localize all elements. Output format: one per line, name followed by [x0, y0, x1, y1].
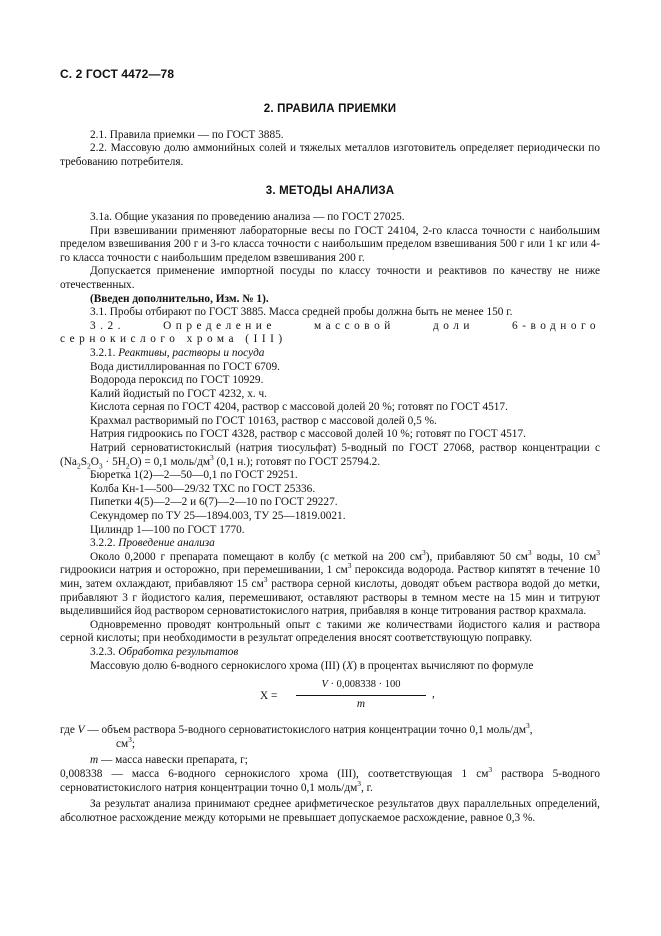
- para-3-2-2-title: Проведение анализа: [118, 537, 215, 550]
- formula-comma: ,: [432, 688, 435, 701]
- para-3-2-2: [60, 537, 600, 551]
- reagent-item: Водорода пероксид по ГОСТ 10929.: [90, 374, 264, 387]
- reagent-item: Кислота серная по ГОСТ 4204, раствор с массовой долей 20 %; готовят по ГОСТ 4517.: [90, 401, 508, 414]
- para-3-1: 3.1. Пробы отбирают по ГОСТ 3885. Масса средней пробы должна быть не менее 150 г.: [90, 306, 513, 319]
- reagent-item: Калий йодистый по ГОСТ 4232, х. ч.: [90, 387, 267, 400]
- para-3-2-3-number: 3.2.3.: [90, 645, 116, 658]
- section2-title: 2. ПРАВИЛА ПРИЕМКИ: [263, 103, 397, 115]
- formula-fraction-bar: [296, 695, 426, 696]
- definition-v-unit: $см^3$;: [116, 734, 136, 750]
- para-3-2-1-number: 3.2.1.: [90, 346, 116, 359]
- para-3-2-3-title: Обработка результатов: [118, 645, 239, 658]
- formula: [60, 678, 600, 718]
- page-header: С. 2 ГОСТ 4472—78: [60, 67, 175, 81]
- reagent-item: Натрия гидроокись по ГОСТ 4328, раствор с массовой долей 10 %; готовят по ГОСТ 4517.: [90, 428, 526, 441]
- equipment-list: [60, 469, 600, 537]
- result-statement: За результат анализа принимают среднее арифметическое результатов двух параллельных определений, абсолютное расхождение между которыми не превышает допускаемое расхождение, равное 0,3 %.: [60, 798, 600, 824]
- para-import: Допускается применение импортной посуды по классу точности и реактивов по качеству не ниже отечественных.: [60, 265, 600, 291]
- amendment-note: (Введен дополнительно, Изм. № 1).: [90, 292, 269, 305]
- para-3-2-1-title: Реактивы, растворы и посуда: [118, 346, 265, 359]
- equipment-item: Секундомер по ТУ 25—1894.003, ТУ 25—1819.0021.: [90, 510, 346, 523]
- equipment-item: Пипетки 4(5)—2—2 и 6(7)—2—10 по ГОСТ 29227.: [90, 496, 338, 509]
- formula-numerator: V · 0,008338 · 100: [321, 679, 401, 691]
- para-3-2-1: [60, 347, 600, 361]
- para-2-2: 2.2. Массовую долю аммонийных солей и тяжелых металлов изготовитель определяет периодически по требованию потребителя.: [60, 142, 600, 168]
- definition-m: m — масса навески препарата, г;: [90, 754, 248, 767]
- procedure-text: Около 0,2000 г препарата помещают в колбу (с меткой на 200 $см^3$), прибавляют 50 $см^3$ воды, 10 $см^3$ гидроокиси натрия и осторожно, при перемешивании, 1 $см^3$ пероксида водорода. Раствор кипятят в течение 10 мин, затем охлаждают, прибавляют 15 $см^3$ раствора серной кислоты, доводят объем раствора водой до метки, прибавляют 3 г йодистого калия, перемешивают, оставляют растворы в темном месте на 15 мин и титруют выделившийся йод раствором серноватистокислого натрия, прибавляя в конце титрования раствор крахмала.: [60, 548, 600, 618]
- formula-denominator: m: [356, 698, 366, 711]
- formula-lhs: X =: [260, 690, 278, 703]
- page-body: [60, 95, 600, 825]
- para-3-1a: 3.1а. Общие указания по проведению анализа — по ГОСТ 27025.: [90, 210, 405, 223]
- para-3-2: 3.2. Определение массовой доли 6-водного сернокислого хрома (III): [60, 319, 600, 346]
- section3-title: 3. МЕТОДЫ АНАЛИЗА: [265, 185, 395, 198]
- reagent-item: Вода дистиллированная по ГОСТ 6709.: [90, 360, 280, 373]
- para-weighing: При взвешивании применяют лабораторные весы по ГОСТ 24104, 2-го класса точности с наибольшим пределом взвешивания 200 г и 3-го класса точности с наибольшим пределом взвешивания 500 г или 1 кг или 4-го класса точности с наибольшим пределом взвешивания 200 г.: [60, 224, 600, 264]
- reagents-list: [60, 361, 600, 443]
- equipment-item: Колба Кн-1—500—29/32 ТХС по ГОСТ 25336.: [90, 482, 316, 495]
- definition-v: где V — объем раствора 5-водного серноватистокислого натрия концентрации точно 0,1 моль/$дм^3$,: [60, 721, 533, 737]
- equipment-item: Цилиндр 1—100 по ГОСТ 1770.: [90, 523, 245, 536]
- para-2-1: 2.1. Правила приемки — по ГОСТ 3885.: [90, 128, 284, 141]
- definition-constant: 0,008338 — масса 6-водного сернокислого хрома (III), соответствующая 1 $см^3$ раствора 5-водного серноватистокислого натрия концентрации точно 0,1 моль/$дм^3$, г.: [60, 765, 601, 794]
- control-experiment-text: Одновременно проводят контрольный опыт с такими же количествами йодистого калия и раствора серной кислоты; при необходимости в результат определения вносят соответствующую поправку.: [60, 618, 600, 645]
- equipment-item: Бюретка 1(2)—2—50—0,1 по ГОСТ 29251.: [90, 469, 298, 482]
- calculation-intro: Массовую долю 6-водного сернокислого хрома (III) (X) в процентах вычисляют по формуле: [90, 659, 534, 672]
- para-3-2-2-number: 3.2.2.: [90, 537, 116, 550]
- thiosulfate-reagent: Натрий серноватистокислый (натрия тиосульфат) 5-водный по ГОСТ 27068, раствор концентрации с $(Na_2S_2O_3 \cdot 5H_2O) = 0,1$ моль/$дм^3$ (0,1 н.); готовят по ГОСТ 25794.2.: [60, 442, 600, 470]
- para-3-2-3: [60, 646, 600, 660]
- reagent-item: Крахмал растворимый по ГОСТ 10163, раствор с массовой долей 0,5 %.: [90, 414, 437, 427]
